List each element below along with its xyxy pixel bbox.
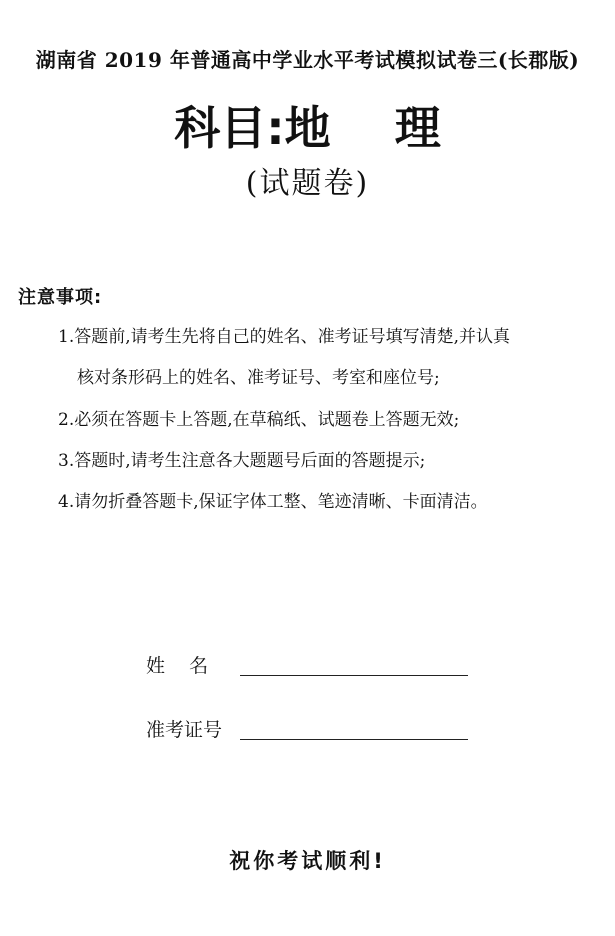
exam-id-field-label: 准考证号	[146, 719, 223, 741]
note-item-3: 3.答题时,请考生注意各大题题号后面的答题提示;	[58, 451, 426, 471]
note-item-4: 4.请勿折叠答题卡,保证字体工整、笔迹清晰、卡面清洁。	[58, 492, 488, 512]
note-item-1-continued: 核对条形码上的姓名、准考证号、考室和座位号;	[77, 368, 440, 388]
name-field-label: 姓 名	[146, 655, 209, 677]
subject-title: 科目:地 理	[174, 101, 441, 155]
name-field-line[interactable]	[240, 675, 468, 676]
note-item-2: 2.必须在答题卡上答题,在草稿纸、试题卷上答题无效;	[58, 410, 460, 430]
exam-id-field-line[interactable]	[240, 739, 468, 740]
exam-header-title: 湖南省 2019 年普通高中学业水平考试模拟试卷三(长郡版)	[35, 48, 580, 72]
notes-heading: 注意事项:	[18, 287, 103, 308]
paper-type-label: (试题卷)	[245, 166, 370, 201]
good-luck-message: 祝你考试顺利!	[229, 849, 386, 873]
note-item-1: 1.答题前,请考生先将自己的姓名、准考证号填写清楚,并认真	[58, 327, 511, 347]
